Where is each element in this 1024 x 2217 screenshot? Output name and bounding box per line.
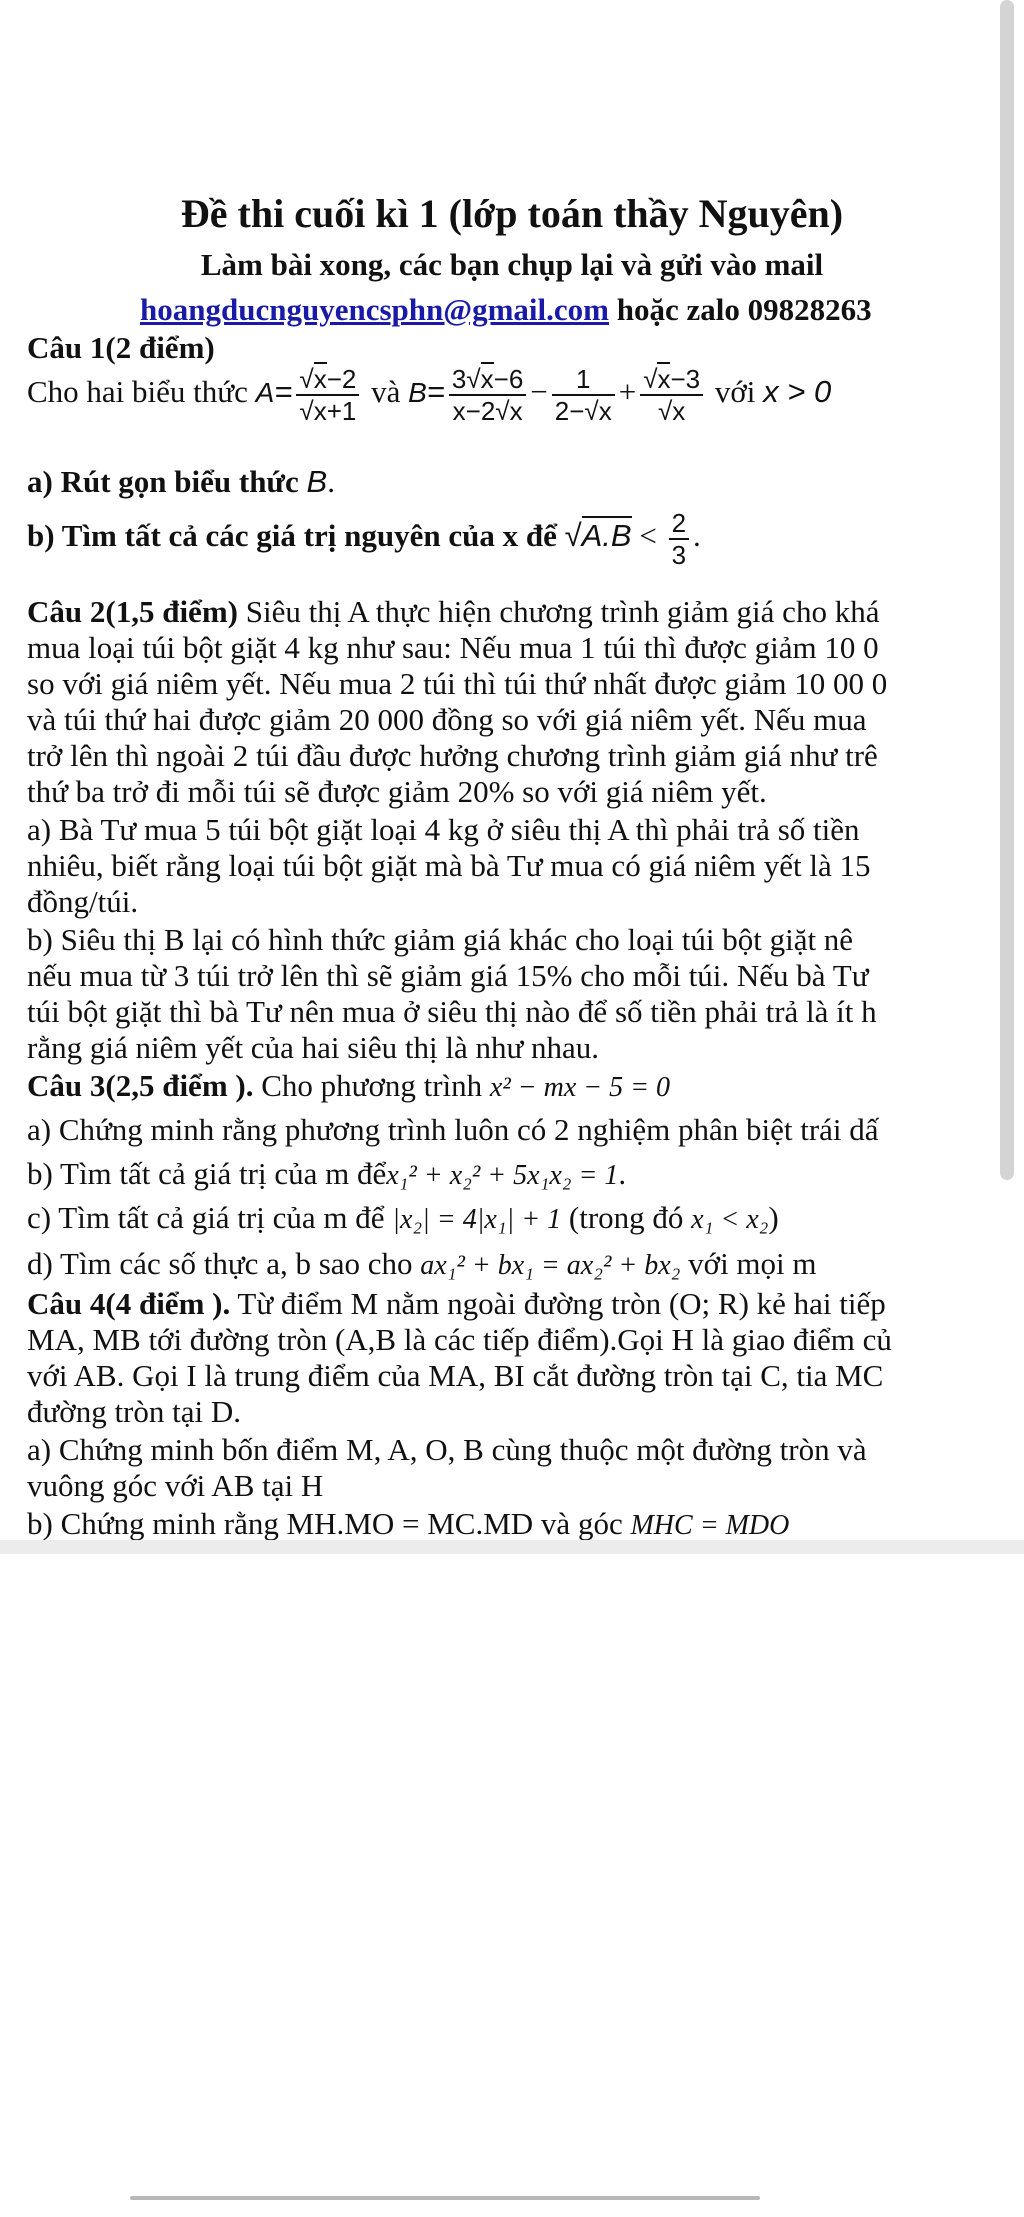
q2-part-a-3: đồng/túi. [27, 884, 139, 919]
q3-part-b: b) Tìm tất cả giá trị của m đểx₁² + x₂² + 5x₁x₂ = 1. [27, 1156, 627, 1191]
q4-line-2: MA, MB tới đường tròn (A,B là các tiếp điểm).Gọi H là giao điểm củ [27, 1322, 892, 1357]
page-separator [0, 1540, 1024, 1554]
q1-a-text: a) Rút gọn biểu thức [27, 464, 299, 499]
q1-part-b: b) Tìm tất cả các giá trị nguyên của x để √A.B < $\frac{2}{3}$ . [27, 507, 701, 570]
q4-line-4: đường tròn tại D. [27, 1394, 242, 1429]
q3-part-d: d) Tìm các số thực a, b sao cho ax₁² + bx₁ = ax₂² + bx₂ với mọi m [27, 1246, 817, 1281]
q2-line-1: Câu 2(1,5 điểm) Siêu thị A thực hiện chương trình giảm giá cho khá [27, 594, 880, 629]
q1-part-a: a) Rút gọn biểu thức B. [27, 464, 335, 499]
q2-part-b-3: túi bột giặt thì bà Tư nên mua ở siêu thị nào để số tiền phải trả là ít h [27, 994, 877, 1029]
q2-part-b-1: b) Siêu thị B lại có hình thức giảm giá khác cho loại túi bột giặt nê [27, 922, 854, 957]
q2-line-3: so với giá niêm yết. Nếu mua 2 túi thì túi thứ nhất được giảm 10 00 0 [27, 666, 888, 701]
email-link[interactable]: hoangducnguyencsphn@gmail.com [140, 292, 609, 327]
q4-part-a-1: a) Chứng minh bốn điểm M, A, O, B cùng thuộc một đường tròn và [27, 1432, 867, 1467]
q3-part-a: a) Chứng minh rằng phương trình luôn có 2 nghiệm phân biệt trái dấ [27, 1112, 879, 1147]
q4-line-1: Câu 4(4 điểm ). Từ điểm M nằm ngoài đường tròn (O; R) kẻ hai tiếp [27, 1286, 886, 1321]
q2-line-5: trở lên thì ngoài 2 túi đầu được hưởng chương trình giảm giá như trê [27, 738, 878, 773]
q2-part-a-1: a) Bà Tư mua 5 túi bột giặt loại 4 kg ở siêu thị A thì phải trả số tiền [27, 812, 860, 847]
q1-expressions: Cho hai biểu thức A= $\frac{√x-2}{√x+1}$ và B= $\frac{3√x-6}{x-2√x}$ − $\frac{1}{2-√x}$ + $\frac{√x-3}{√x}$ với x > 0 [27, 363, 832, 426]
q3-part-c: c) Tìm tất cả giá trị của m để |x₂| = 4|x₁| + 1 (trong đó x₁ < x₂) [27, 1200, 779, 1235]
zalo-contact: hoặc zalo 09828263 [608, 292, 872, 327]
page-title: Đề thi cuối kì 1 (lớp toán thầy Nguyên) [180, 191, 844, 236]
q2-part-a-2: nhiêu, biết rằng loại túi bột giặt mà bà Tư mua có giá niêm yết là 15 [27, 848, 871, 883]
q4-part-a-2: vuông góc với AB tại H [27, 1468, 324, 1503]
q2-part-b-2: nếu mua từ 3 túi trở lên thì sẽ giảm giá 15% cho mỗi túi. Nếu bà Tư [27, 958, 869, 993]
q2-line-4: và túi thứ hai được giảm 20 000 đồng so với giá niêm yết. Nếu mua [27, 702, 867, 737]
scrollbar[interactable] [1000, 0, 1014, 1180]
q4-part-b: b) Chứng minh rằng MH.MO = MC.MD và góc MHC = MDO [27, 1506, 790, 1540]
contact-line [140, 292, 872, 328]
q2-line-2: mua loại túi bột giặt 4 kg như sau: Nếu mua 1 túi thì được giảm 10 0 [27, 630, 879, 665]
q2-part-b-4: rằng giá niêm yết của hai siêu thị là như nhau. [27, 1030, 600, 1065]
q3-heading: Câu 3(2,5 điểm ). Cho phương trình x² − mx − 5 = 0 [27, 1068, 671, 1103]
page-subtitle: Làm bài xong, các bạn chụp lại và gửi vào mail [200, 247, 824, 282]
home-indicator[interactable] [130, 2196, 760, 2200]
q4-line-3: với AB. Gọi I là trung điểm của MA, BI cắt đường tròn tại C, tia MC [27, 1358, 884, 1393]
q2-line-6: thứ ba trở đi mỗi túi sẽ được giảm 20% so với giá niêm yết. [27, 774, 767, 809]
q1-heading: Câu 1(2 điểm) [27, 330, 215, 365]
